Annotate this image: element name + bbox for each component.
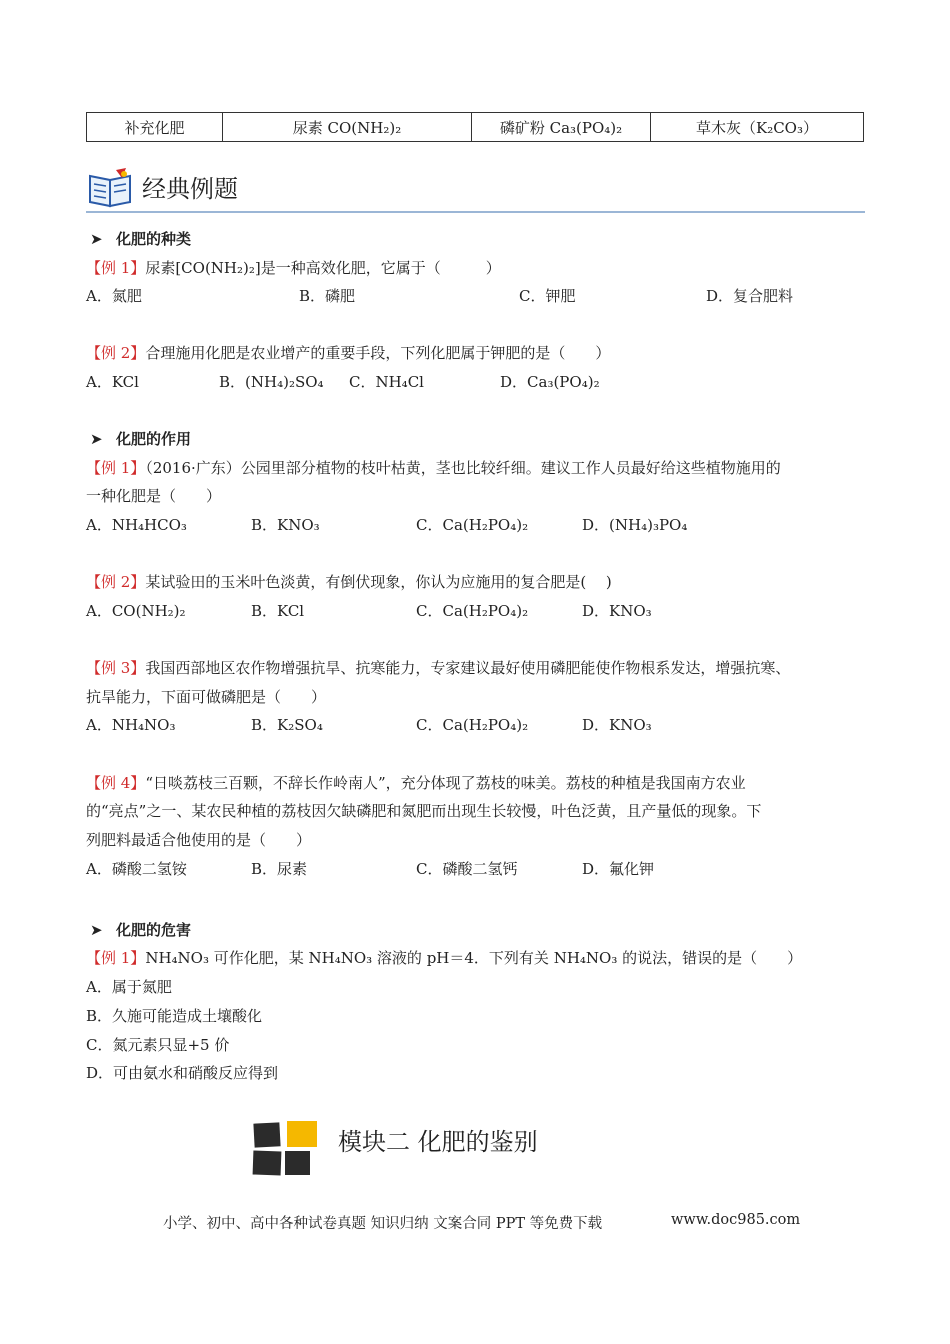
- option-b: B．(NH₄)₂SO₄: [219, 373, 324, 391]
- question-text-continued: 一种化肥是（ ）: [86, 487, 222, 505]
- example-tag: 【例 3】: [86, 659, 146, 677]
- option-d: D．氟化钾: [582, 860, 655, 878]
- question-text: “日啖荔枝三百颗，不辞长作岭南人”，充分体现了荔枝的味美。荔枝的种植是我国南方农业: [145, 774, 746, 792]
- group-heading-label: 化肥的种类: [116, 230, 192, 248]
- option-a: A．氮肥: [86, 287, 142, 305]
- option-d: D．KNO₃: [582, 602, 652, 620]
- option-a: A．NH₄HCO₃: [86, 516, 187, 534]
- option-c: C．Ca(H₂PO₄)₂: [416, 516, 529, 534]
- question: [86, 457, 781, 478]
- arrow-bullet-icon: ➤: [90, 230, 103, 248]
- question-text: 某试验田的玉米叶色淡黄，有倒伏现象，你认为应施用的复合肥是( ): [145, 573, 612, 591]
- option-b: B．磷肥: [299, 287, 356, 305]
- option-d: D．KNO₃: [582, 716, 652, 734]
- module-blocks-icon: [250, 1118, 322, 1178]
- option-a: A．KCl: [86, 373, 139, 391]
- group-heading: [90, 919, 191, 940]
- question-text: 我国西部地区农作物增强抗旱、抗寒能力，专家建议最好使用磷肥能使作物根系发达，增强抗寒、: [145, 659, 791, 677]
- footer-link[interactable]: www.doc985.com: [671, 1212, 801, 1228]
- section-title: 经典例题: [142, 175, 238, 203]
- question-text-continued: 的“亮点”之一、某农民种植的荔枝因欠缺磷肥和氮肥而出现生长较慢，叶色泛黄，且产量低的现象。下: [86, 802, 762, 820]
- group-heading: [90, 428, 191, 449]
- option-b: B．尿素: [251, 860, 308, 878]
- example-tag: 【例 2】: [86, 344, 146, 362]
- option-a: A．CO(NH₂)₂: [86, 602, 186, 620]
- option-c: C．Ca(H₂PO₄)₂: [416, 716, 529, 734]
- question: [86, 657, 790, 678]
- question-text-continued: 抗旱能力，下面可做磷肥是（ ）: [86, 688, 327, 706]
- question-text: 尿素[CO(NH₂)₂]是一种高效化肥，它属于（ ）: [145, 259, 501, 277]
- arrow-bullet-icon: ➤: [90, 921, 103, 939]
- table-row: [87, 113, 864, 142]
- module-title: 模块二 化肥的鉴别: [338, 1128, 538, 1156]
- option-d: D．Ca₃(PO₄)₂: [500, 373, 600, 391]
- option-a: A．NH₄NO₃: [86, 716, 176, 734]
- option-c: C．氮元素只显+5 价: [86, 1036, 230, 1054]
- example-tag: 【例 1】: [86, 459, 146, 477]
- table-cell: 尿素 CO(NH₂)₂: [223, 113, 472, 142]
- example-tag: 【例 4】: [86, 774, 146, 792]
- option-c: C．NH₄Cl: [349, 373, 424, 391]
- question-text: 合理施用化肥是农业增产的重要手段，下列化肥属于钾肥的是（ ）: [145, 344, 611, 362]
- option-b: B．久施可能造成土壤酸化: [86, 1007, 263, 1025]
- question: [86, 772, 746, 793]
- question: [86, 947, 802, 968]
- question: [86, 257, 501, 278]
- table-cell: 补充化肥: [87, 113, 223, 142]
- question-text-continued: 列肥料最适合他使用的是（ ）: [86, 831, 312, 849]
- example-tag: 【例 2】: [86, 573, 146, 591]
- example-tag: 【例 1】: [86, 949, 146, 967]
- example-tag: 【例 1】: [86, 259, 146, 277]
- option-b: B．KCl: [251, 602, 305, 620]
- option-c: C．磷酸二氢钙: [416, 860, 518, 878]
- group-heading-label: 化肥的危害: [116, 921, 192, 939]
- option-d: D．可由氨水和硝酸反应得到: [86, 1064, 279, 1082]
- option-a: A．磷酸二氢铵: [86, 860, 187, 878]
- question: [86, 342, 610, 363]
- option-d: D．复合肥料: [706, 287, 794, 305]
- question: [86, 571, 612, 592]
- option-c: C．钾肥: [519, 287, 576, 305]
- arrow-bullet-icon: ➤: [90, 430, 103, 448]
- group-heading-label: 化肥的作用: [116, 430, 192, 448]
- option-b: B．KNO₃: [251, 516, 320, 534]
- book-icon: [86, 166, 136, 210]
- group-heading: [90, 228, 191, 249]
- table-cell: 草木灰（K₂CO₃）: [651, 113, 864, 142]
- option-a: A．属于氮肥: [86, 978, 172, 996]
- footer-text: 小学、初中、高中各种试卷真题 知识归纳 文案合同 PPT 等免费下载: [163, 1216, 603, 1232]
- section-divider: [86, 211, 865, 213]
- option-b: B．K₂SO₄: [251, 716, 323, 734]
- option-c: C．Ca(H₂PO₄)₂: [416, 602, 529, 620]
- fertilizer-table: [86, 112, 864, 142]
- question-text: NH₄NO₃ 可作化肥，某 NH₄NO₃ 溶液的 pH＝4．下列有关 NH₄NO₃ 的说法，错误的是（ ）: [145, 949, 803, 967]
- option-d: D．(NH₄)₃PO₄: [582, 516, 688, 534]
- table-cell: 磷矿粉 Ca₃(PO₄)₂: [472, 113, 651, 142]
- question-text: （2016·广东）公园里部分植物的枝叶枯黄，茎也比较纤细。建议工作人员最好给这些植物施用的: [145, 459, 781, 477]
